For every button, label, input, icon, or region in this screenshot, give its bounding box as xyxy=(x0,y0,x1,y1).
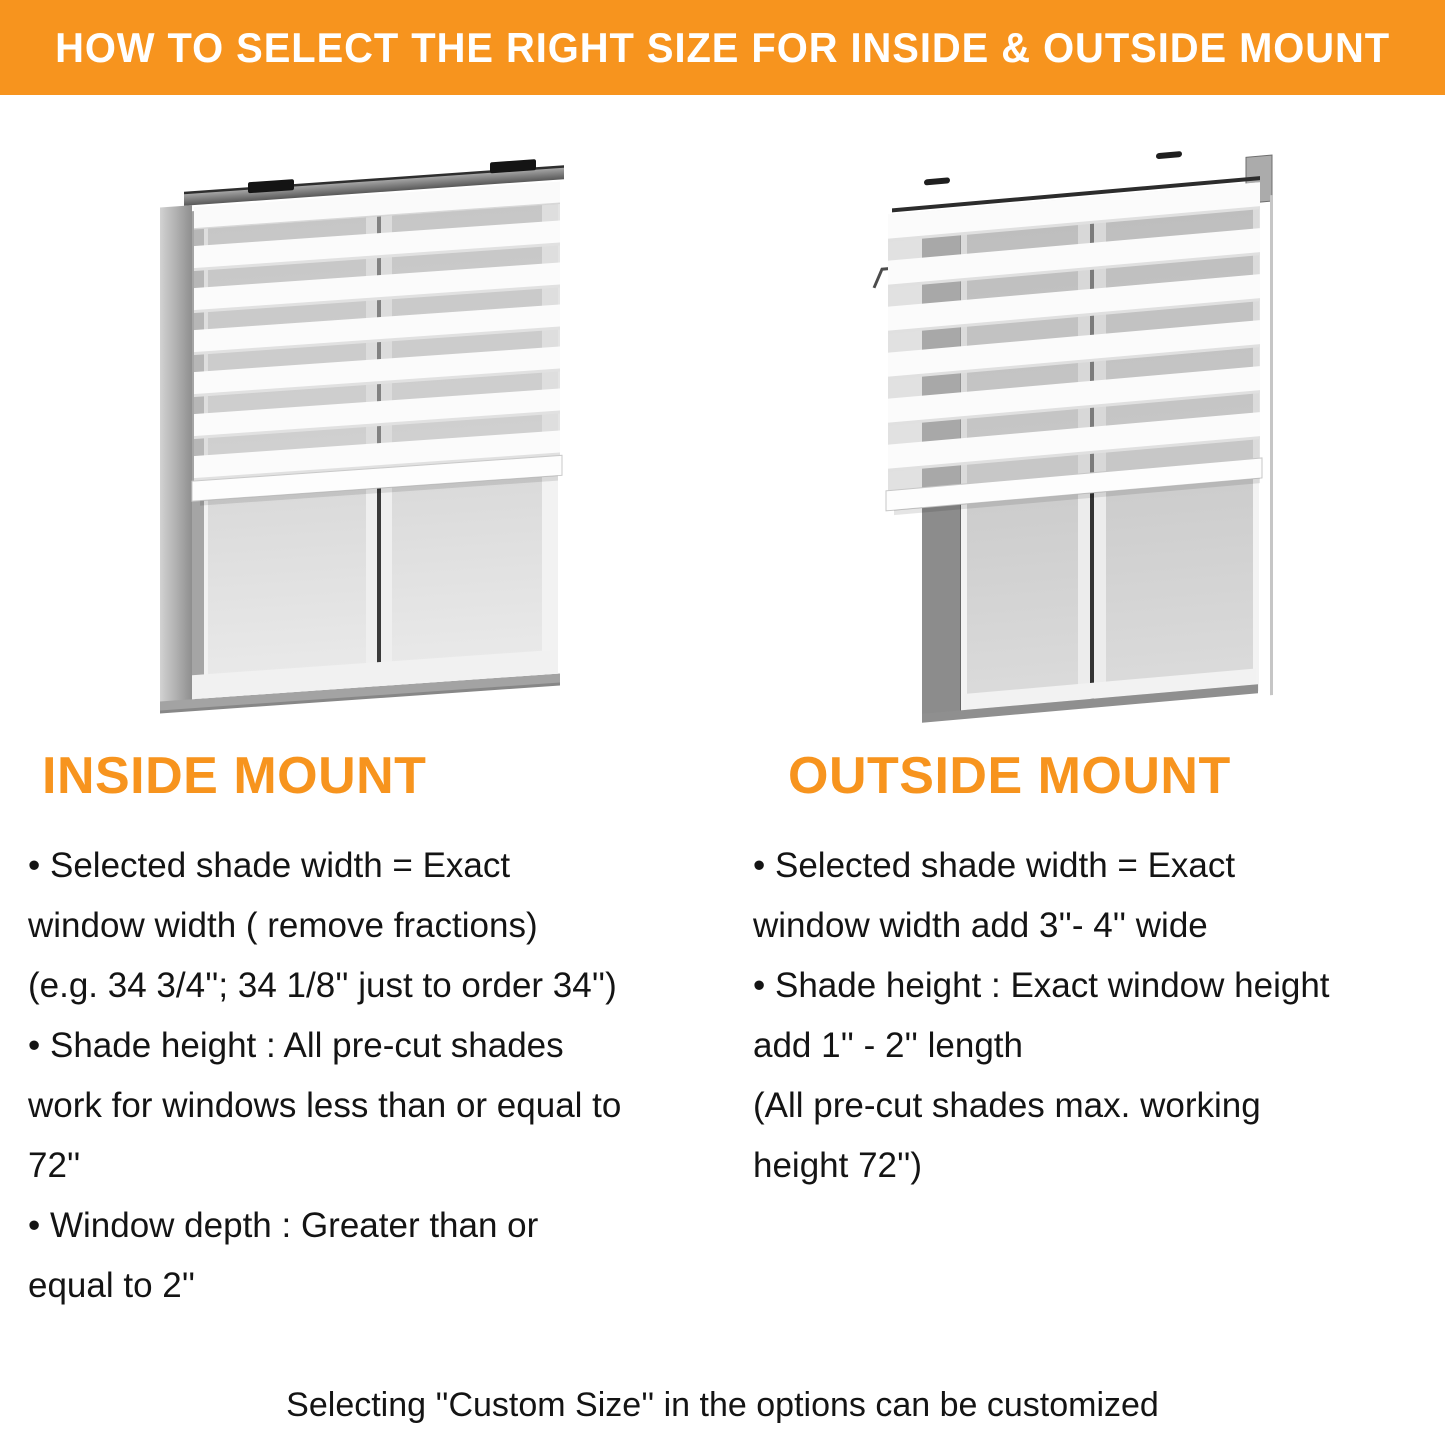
text-line: • Selected shade width = Exact xyxy=(753,846,1236,885)
text-line: • Shade height : Exact window height xyxy=(753,966,1330,1005)
text-line: work for windows less than or equal to xyxy=(28,1086,622,1125)
banner-title: HOW TO SELECT THE RIGHT SIZE FOR INSIDE & OUTSIDE MOUNT xyxy=(54,23,1390,71)
outside-mount-illustration xyxy=(850,134,1342,726)
text-line: height 72'') xyxy=(753,1146,923,1185)
header-banner xyxy=(0,0,1445,95)
text-line: window width add 3''- 4'' wide xyxy=(753,906,1208,945)
footer-note: Selecting ''Custom Size'' in the options can be customized xyxy=(286,1386,1159,1424)
outside-mount-window-graphic xyxy=(850,134,1342,726)
text-line: equal to 2'' xyxy=(28,1266,196,1305)
inside-mount-illustration xyxy=(152,148,644,733)
outside-mount-instructions xyxy=(753,836,1443,1196)
outside-mount-heading: OUTSIDE MOUNT xyxy=(788,747,1231,805)
inside-mount-window-graphic xyxy=(152,148,644,733)
text-line: • Selected shade width = Exact xyxy=(28,846,511,885)
zebra-shade-graphic xyxy=(192,181,562,506)
text-line: add 1'' - 2'' length xyxy=(753,1026,1023,1065)
zebra-shade-graphic xyxy=(886,176,1262,516)
text-line: (e.g. 34 3/4''; 34 1/8'' just to order 34'') xyxy=(28,966,617,1005)
text-line: • Shade height : All pre-cut shades xyxy=(28,1026,564,1065)
inside-mount-heading: INSIDE MOUNT xyxy=(42,747,427,805)
text-line: (All pre-cut shades max. working xyxy=(753,1086,1261,1125)
text-line: window width ( remove fractions) xyxy=(28,906,538,945)
text-line: • Window depth : Greater than or xyxy=(28,1206,539,1245)
text-line: 72'' xyxy=(28,1146,81,1185)
inside-mount-instructions xyxy=(28,836,718,1316)
